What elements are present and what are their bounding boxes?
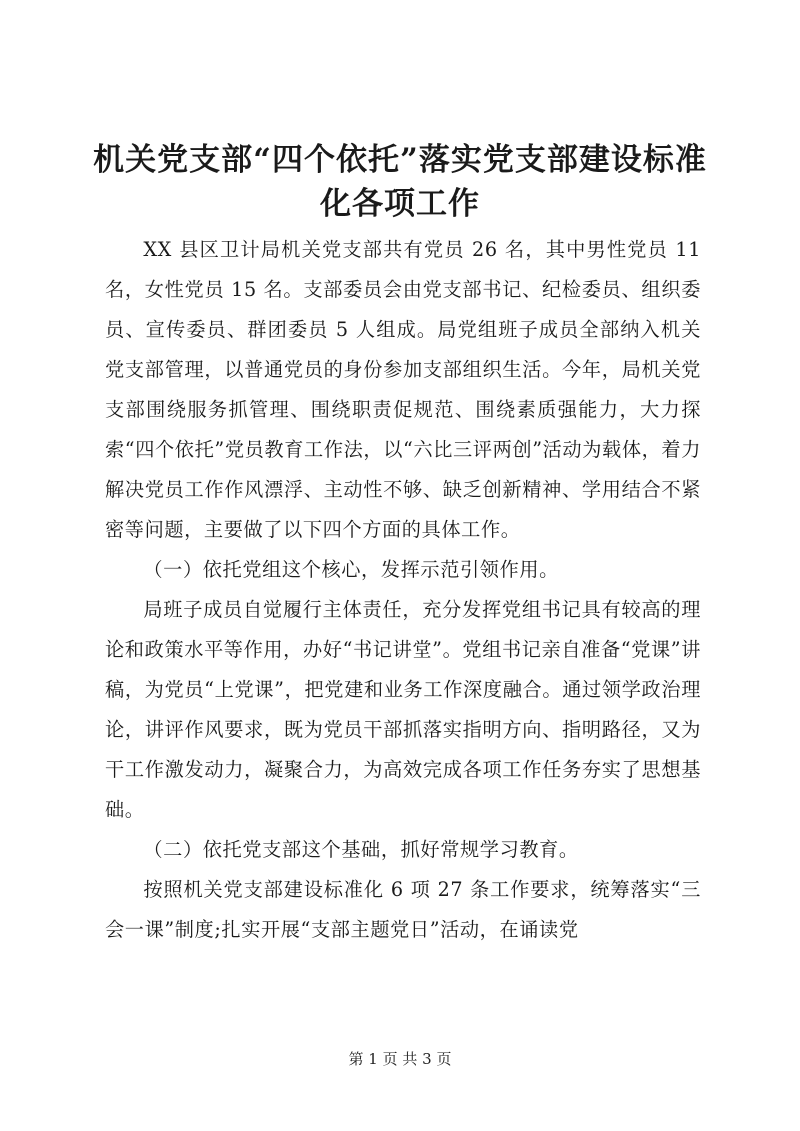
paragraph-intro: XX 县区卫计局机关党支部共有党员 26 名，其中男性党员 11 名，女性党员 15 名。支部委员会由党支部书记、纪检委员、组织委员、宣传委员、群团委员 5 人组成。局党组班子成员全部纳入机关党支部管理，以普通党员的身份参加支部组织生活。今年，局机关党支部围绕服务抓管理、围绕职责促规范、围绕素质强能力，大力探索“四个依托”党员教育工作法，以“六比三评两创”活动为载体，着力解决党员工作作风漂浮、主动性不够、缺乏创新精神、学用结合不紧密等问题，主要做了以下四个方面的具体工作。	[105, 238, 701, 541]
paragraph-section-1: 局班子成员自觉履行主体责任，充分发挥党组书记具有较高的理论和政策水平等作用，办好“书记讲堂”。党组书记亲自准备“党课”讲稿，为党员“上党课”，把党建和业务工作深度融合。通过领学政治理论，讲评作风要求，既为党员干部抓落实指明方向、指明路径，又为干工作激发动力，凝聚合力，为高效完成各项工作任务夯实了思想基础。	[105, 598, 701, 821]
title-line-2: 化各项工作	[320, 186, 480, 222]
title-line-1: 机关党支部“四个依托”落实党支部建设标准	[93, 142, 707, 178]
document-title	[90, 138, 710, 226]
paragraph-section-2: 按照机关党支部建设标准化 6 项 27 条工作要求，统筹落实“三会一课”制度;扎实开展“支部主题党日”活动，在诵读党	[105, 878, 701, 941]
page-number-footer: 第 1 页 共 3 页	[348, 1050, 452, 1068]
section-heading-2: （二）依托党支部这个基础，抓好常规学习教育。	[143, 838, 579, 861]
section-heading-1: （一）依托党组这个核心，发挥示范引领作用。	[143, 558, 559, 581]
document-body	[105, 230, 701, 950]
